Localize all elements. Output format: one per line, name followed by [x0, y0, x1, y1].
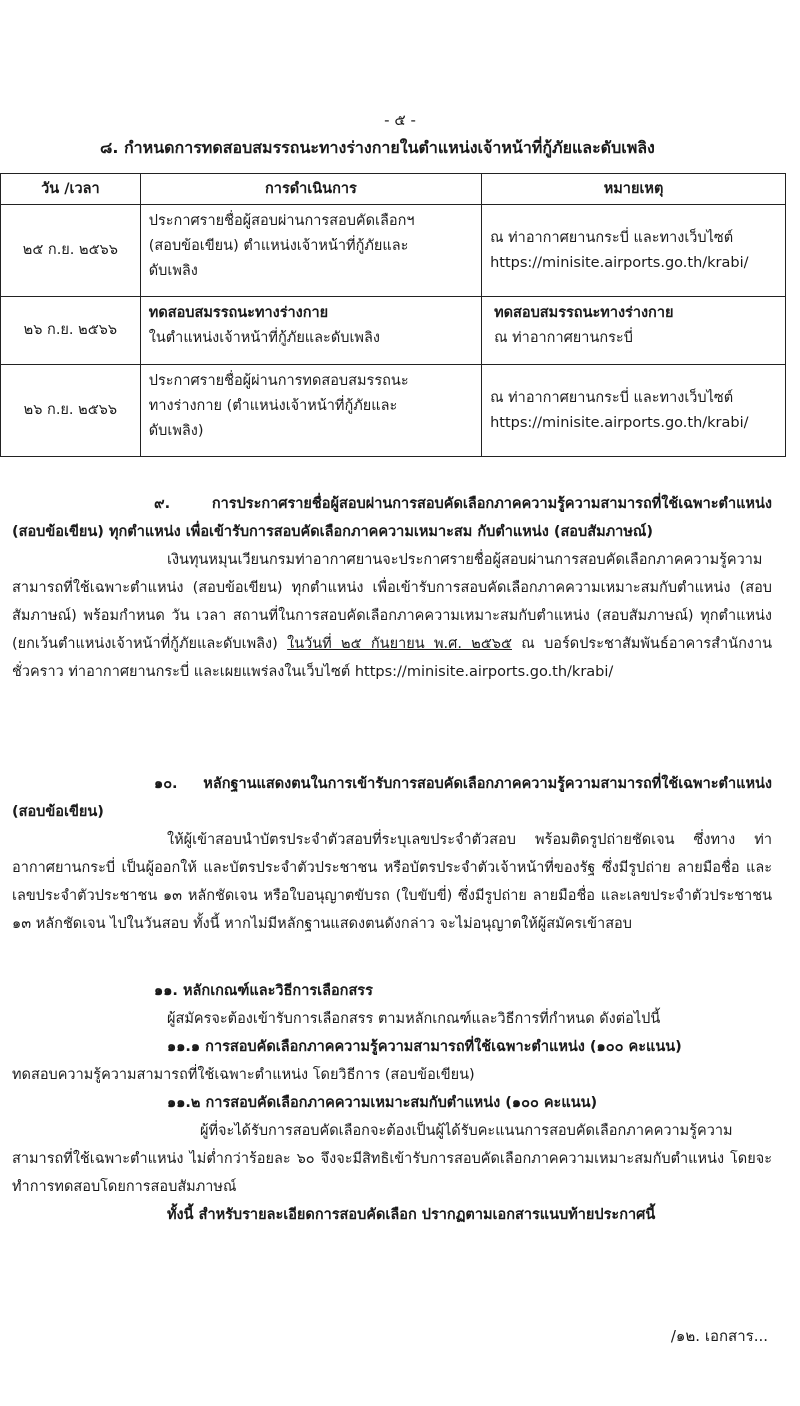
section-9 — [12, 490, 772, 686]
section-10-heading: ๑๐. หลักฐานแสดงตนในการเข้ารับการสอบคัดเลือกภาคความรู้ความสามารถที่ใช้เฉพาะตำแหน่ง (สอบข้อเขียน) — [12, 776, 772, 820]
note-line: ณ ท่าอากาศยานกระบี่ และทางเว็บไซต์ — [490, 389, 734, 406]
note-line: https://minisite.airports.go.th/krabi/ — [490, 254, 749, 271]
announcement-date: ในวันที่ ๒๕ กันยายน พ.ศ. ๒๕๖๕ — [287, 636, 512, 652]
header-date: วัน /เวลา — [1, 174, 141, 205]
section-11-2-body: ผู้ที่จะได้รับการสอบคัดเลือกจะต้องเป็นผู้ได้รับคะแนนการสอบคัดเลือกภาคความรู้ความสามารถที่ใช้เฉพาะตำแหน่ง ไม่ต่ำกว่าร้อยละ ๖๐ จึงจะมีสิทธิเข้ารับการสอบคัดเลือกภาคความเหมาะสมกับตำแหน่ง โดยจะทำการทดสอบโดยการสอบสัมภาษณ์ — [12, 1123, 772, 1195]
action-line: ดับเพลิง — [148, 263, 198, 279]
table-row — [1, 365, 786, 457]
action-line: ในตำแหน่งเจ้าหน้าที่กู้ภัยและดับเพลิง — [148, 330, 380, 346]
section-11-2-heading: ๑๑.๒ การสอบคัดเลือกภาคความเหมาะสมกับตำแหน่ง (๑๐๐ คะแนน) — [167, 1095, 598, 1111]
action-line: (สอบข้อเขียน) ตำแหน่งเจ้าหน้าที่กู้ภัยและ — [148, 238, 409, 254]
row-action — [140, 297, 481, 365]
row-note — [482, 205, 786, 297]
section-9-body — [12, 546, 772, 686]
action-title: ทดสอบสมรรถนะทางร่างกาย — [148, 305, 329, 321]
note-line: https://minisite.airports.go.th/krabi/ — [490, 414, 749, 431]
table-row — [1, 297, 786, 365]
section-9-body-part1: เงินทุนหมุนเวียนกรมท่าอากาศยานจะประกาศรายชื่อผู้สอบผ่านการสอบคัดเลือกภาคความรู้ความสามารถที่ใช้เฉพาะตำแหน่ง (สอบข้อเขียน) ทุกตำแหน่ง เพื่อเข้ารับการสอบคัดเลือกภาคความเหมาะสมกับตำแหน่ง (สอบสัมภาษณ์) พร้อมกำหนด วัน เวลา สถานที่ในการสอบคัดเลือกภาคความเหมาะสมกับตำแหน่ง (สอบสัมภาษณ์) ทุกตำแหน่ง (ยกเว้นตำแหน่งเจ้าหน้าที่กู้ภัยและดับเพลิง) — [12, 552, 772, 652]
row-date: ๒๕ ก.ย. ๒๕๖๖ — [1, 205, 141, 297]
note-title: ทดสอบสมรรถนะทางร่างกาย — [494, 305, 674, 321]
header-note: หมายเหตุ — [482, 174, 786, 205]
table-row — [1, 205, 786, 297]
action-line: ดับเพลิง) — [148, 423, 204, 439]
row-date: ๒๖ ก.ย. ๒๕๖๖ — [1, 365, 141, 457]
section-11-closing: ทั้งนี้ สำหรับรายละเอียดการสอบคัดเลือก ปรากฏตามเอกสารแนบท้ายประกาศนี้ — [167, 1207, 656, 1223]
row-action — [140, 365, 481, 457]
action-line: ทางร่างกาย (ตำแหน่งเจ้าหน้าที่กู้ภัยและ — [148, 398, 398, 414]
section-10 — [12, 770, 772, 938]
section-11-1-body: ทดสอบความรู้ความสามารถที่ใช้เฉพาะตำแหน่ง โดยวิธีการ (สอบข้อเขียน) — [12, 1067, 475, 1083]
section-11-intro: ผู้สมัครจะต้องเข้ารับการเลือกสรร ตามหลักเกณฑ์และวิธีการที่กำหนด ดังต่อไปนี้ — [167, 1011, 661, 1027]
section-11-heading: ๑๑. หลักเกณฑ์และวิธีการเลือกสรร — [154, 983, 373, 999]
header-action: การดำเนินการ — [140, 174, 481, 205]
section-9-heading: ๙. การประกาศรายชื่อผู้สอบผ่านการสอบคัดเลือกภาคความรู้ความสามารถที่ใช้เฉพาะตำแหน่ง (สอบข้อเขียน) ทุกตำแหน่ง เพื่อเข้ารับการสอบคัดเลือกภาคความเหมาะสม กับตำแหน่ง (สอบสัมภาษณ์) — [12, 496, 772, 540]
schedule-table — [0, 173, 786, 457]
section-11 — [12, 977, 772, 1229]
row-note — [482, 297, 786, 365]
row-date: ๒๖ ก.ย. ๒๕๖๖ — [1, 297, 141, 365]
action-line: ประกาศรายชื่อผู้สอบผ่านการสอบคัดเลือกฯ — [148, 213, 415, 229]
page-number: - ๕ - — [384, 111, 416, 129]
section-10-body: ให้ผู้เข้าสอบนำบัตรประจำตัวสอบที่ระบุเลขประจำตัวสอบ พร้อมติดรูปถ่ายชัดเจน ซึ่งทาง ท่าอากาศยานกระบี่ เป็นผู้ออกให้ และบัตรประจำตัวประชาชน หรือบัตรประจำตัวเจ้าหน้าที่ของรัฐ ซึ่งมีรูปถ่าย ลายมือชื่อ และเลขประจำตัวประชาชน ๑๓ หลักชัดเจน หรือใบอนุญาตขับรถ (ใบขับขี่) ซึ่งมีรูปถ่าย ลายมือชื่อ และเลขประจำตัวประชาชน ๑๓ หลักชัดเจน ไปในวันสอบ ทั้งนี้ หากไม่มีหลักฐานแสดงตนดังกล่าว จะไม่อนุญาตให้ผู้สมัครเข้าสอบ — [12, 832, 772, 932]
section-8-heading: ๘. กำหนดการทดสอบสมรรถนะทางร่างกายในตำแหน่งเจ้าหน้าที่กู้ภัยและดับเพลิง — [100, 138, 655, 157]
next-page-indicator: /๑๒. เอกสาร... — [670, 1327, 768, 1345]
row-action — [140, 205, 481, 297]
section-9-body-part2: ณ บอร์ดประชาสัมพันธ์อาคารสำนักงานชั่วคราว ท่าอากาศยานกระบี่ และเผยแพร่ลงในเว็บไซต์ https://minisite.airports.go.th/krabi/ — [12, 636, 772, 680]
note-line: ณ ท่าอากาศยานกระบี่ — [494, 330, 633, 346]
action-line: ประกาศรายชื่อผู้ผ่านการทดสอบสมรรถนะ — [148, 373, 409, 389]
section-11-1-heading: ๑๑.๑ การสอบคัดเลือกภาคความรู้ความสามารถที่ใช้เฉพาะตำแหน่ง (๑๐๐ คะแนน) — [167, 1039, 682, 1055]
row-note — [482, 365, 786, 457]
note-line: ณ ท่าอากาศยานกระบี่ และทางเว็บไซต์ — [490, 229, 734, 246]
table-header-row — [1, 174, 786, 205]
